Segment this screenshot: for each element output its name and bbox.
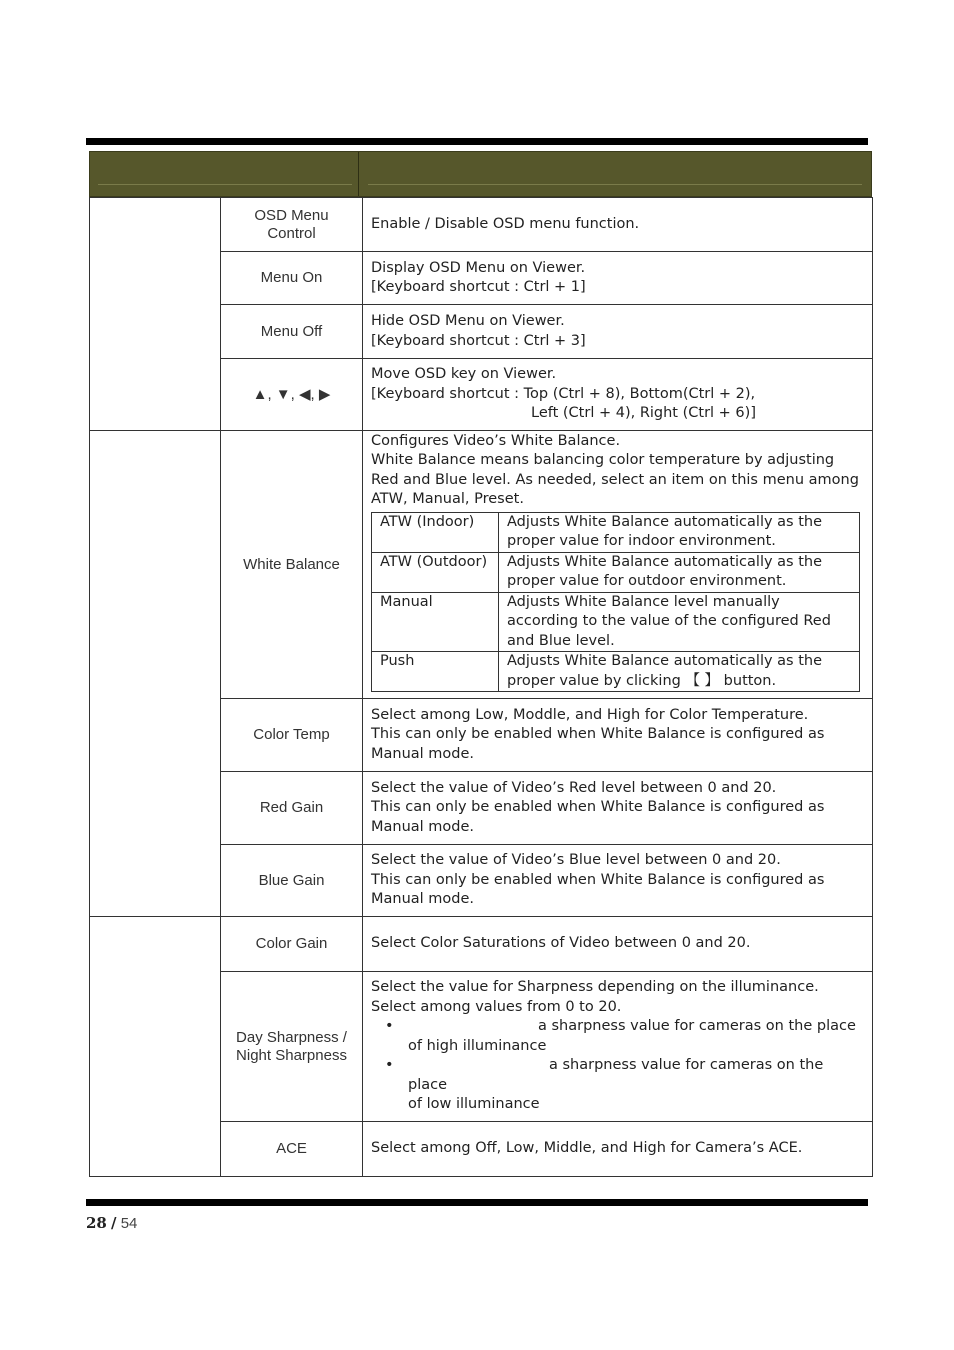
list-item-continued: of high illuminance [408, 1037, 547, 1054]
item-menu-on: Menu On [221, 252, 363, 305]
mode-text: Adjusts White Balance automatically as the proper value for indoor environment. [499, 512, 860, 552]
category-cell-white-balance [90, 431, 221, 917]
mode-row [372, 592, 860, 652]
table-row [90, 198, 873, 252]
top-rule [86, 138, 868, 145]
current-page: 28 [86, 1214, 107, 1232]
mode-row [372, 512, 860, 552]
category-cell-image [90, 917, 221, 1177]
mode-name: Manual [372, 592, 499, 652]
mode-name: ATW (Outdoor) [372, 552, 499, 592]
mode-row [372, 552, 860, 592]
table-header [89, 151, 872, 197]
item-white-balance: White Balance [221, 431, 363, 699]
desc-arrow-keys: Move OSD key on Viewer. [Keyboard shortcut : Top (Ctrl + 8), Bottom(Ctrl + 2), Left (Ctrl + 4), Right (Ctrl + 6)] [363, 359, 873, 431]
item-blue-gain: Blue Gain [221, 845, 363, 917]
settings-table [89, 197, 873, 1177]
category-cell-osd [90, 198, 221, 431]
list-item-continued: of low illuminance [408, 1096, 540, 1113]
header-divider [358, 152, 359, 196]
total-pages: 54 [120, 1215, 138, 1232]
item-osd-menu-control: OSD Menu Control [221, 198, 363, 252]
mode-row [372, 652, 860, 692]
item-red-gain: Red Gain [221, 772, 363, 845]
list-item: • a sharpness value for cameras on the place [371, 1017, 864, 1037]
desc-osd-menu-control: Enable / Disable OSD menu function. [363, 198, 873, 252]
desc-menu-on: Display OSD Menu on Viewer. [Keyboard shortcut : Ctrl + 1] [363, 252, 873, 305]
bullet-dot: • [385, 1018, 394, 1035]
mode-text: Adjusts White Balance automatically as the proper value by clicking 【 】 button. [499, 652, 860, 692]
mode-text: Adjusts White Balance automatically as the proper value for outdoor environment. [499, 552, 860, 592]
list-item: • a sharpness value for cameras on the place [385, 1057, 824, 1093]
desc-blue-gain: Select the value of Video’s Blue level between 0 and 20. This can only be enabled when White Balance is configured as Manual mode. [363, 845, 873, 917]
table-row [90, 431, 873, 699]
mode-text: Adjusts White Balance level manually according to the value of the configured Red and Blue level. [499, 592, 860, 652]
mode-name: ATW (Indoor) [372, 512, 499, 552]
header-line-right [368, 184, 862, 185]
desc-sharpness: Select the value for Sharpness depending on the illuminance. Select among values from 0 to 20. • a sharpness value for cameras on the place of high illuminance • a sharpness value for cameras on the place of low illuminance [363, 972, 873, 1122]
header-line-left [98, 184, 352, 185]
item-ace: ACE [221, 1122, 363, 1177]
item-arrow-keys: ▲, ▼, ◀, ▶ [221, 359, 363, 431]
bottom-rule [86, 1199, 868, 1206]
mode-name: Push [372, 652, 499, 692]
white-balance-modes-table [371, 512, 860, 693]
bullet-dot: • [385, 1057, 394, 1074]
table-row [90, 917, 873, 972]
desc-ace: Select among Off, Low, Middle, and High for Camera’s ACE. [363, 1122, 873, 1177]
desc-white-balance: Configures Video’s White Balance. White Balance means balancing color temperature by adjusting Red and Blue level. As needed, select an item on this menu among ATW, Manual, Preset. ATW (Indoor) Adjusts White Balance automatically as the proper value for indoor environment. ATW (Outdoor) Adjusts White Balance automatically as the proper value for outdoor environment. Manual Adjusts White Balance level manually according to the value of the configured Red and Blue level. Push Adjusts White Balance automatically as the proper value by clicking 【 】 button. [363, 431, 873, 699]
page-number [86, 1214, 137, 1232]
desc-color-temp: Select among Low, Moddle, and High for Color Temperature. This can only be enabled when White Balance is configured as Manual mode. [363, 699, 873, 772]
page-separator: / [111, 1214, 117, 1232]
item-color-gain: Color Gain [221, 917, 363, 972]
item-menu-off: Menu Off [221, 305, 363, 359]
desc-red-gain: Select the value of Video’s Red level between 0 and 20. This can only be enabled when White Balance is configured as Manual mode. [363, 772, 873, 845]
item-day-night-sharpness: Day Sharpness / Night Sharpness [221, 972, 363, 1122]
item-color-temp: Color Temp [221, 699, 363, 772]
desc-color-gain: Select Color Saturations of Video between 0 and 20. [363, 917, 873, 972]
desc-menu-off: Hide OSD Menu on Viewer. [Keyboard shortcut : Ctrl + 3] [363, 305, 873, 359]
